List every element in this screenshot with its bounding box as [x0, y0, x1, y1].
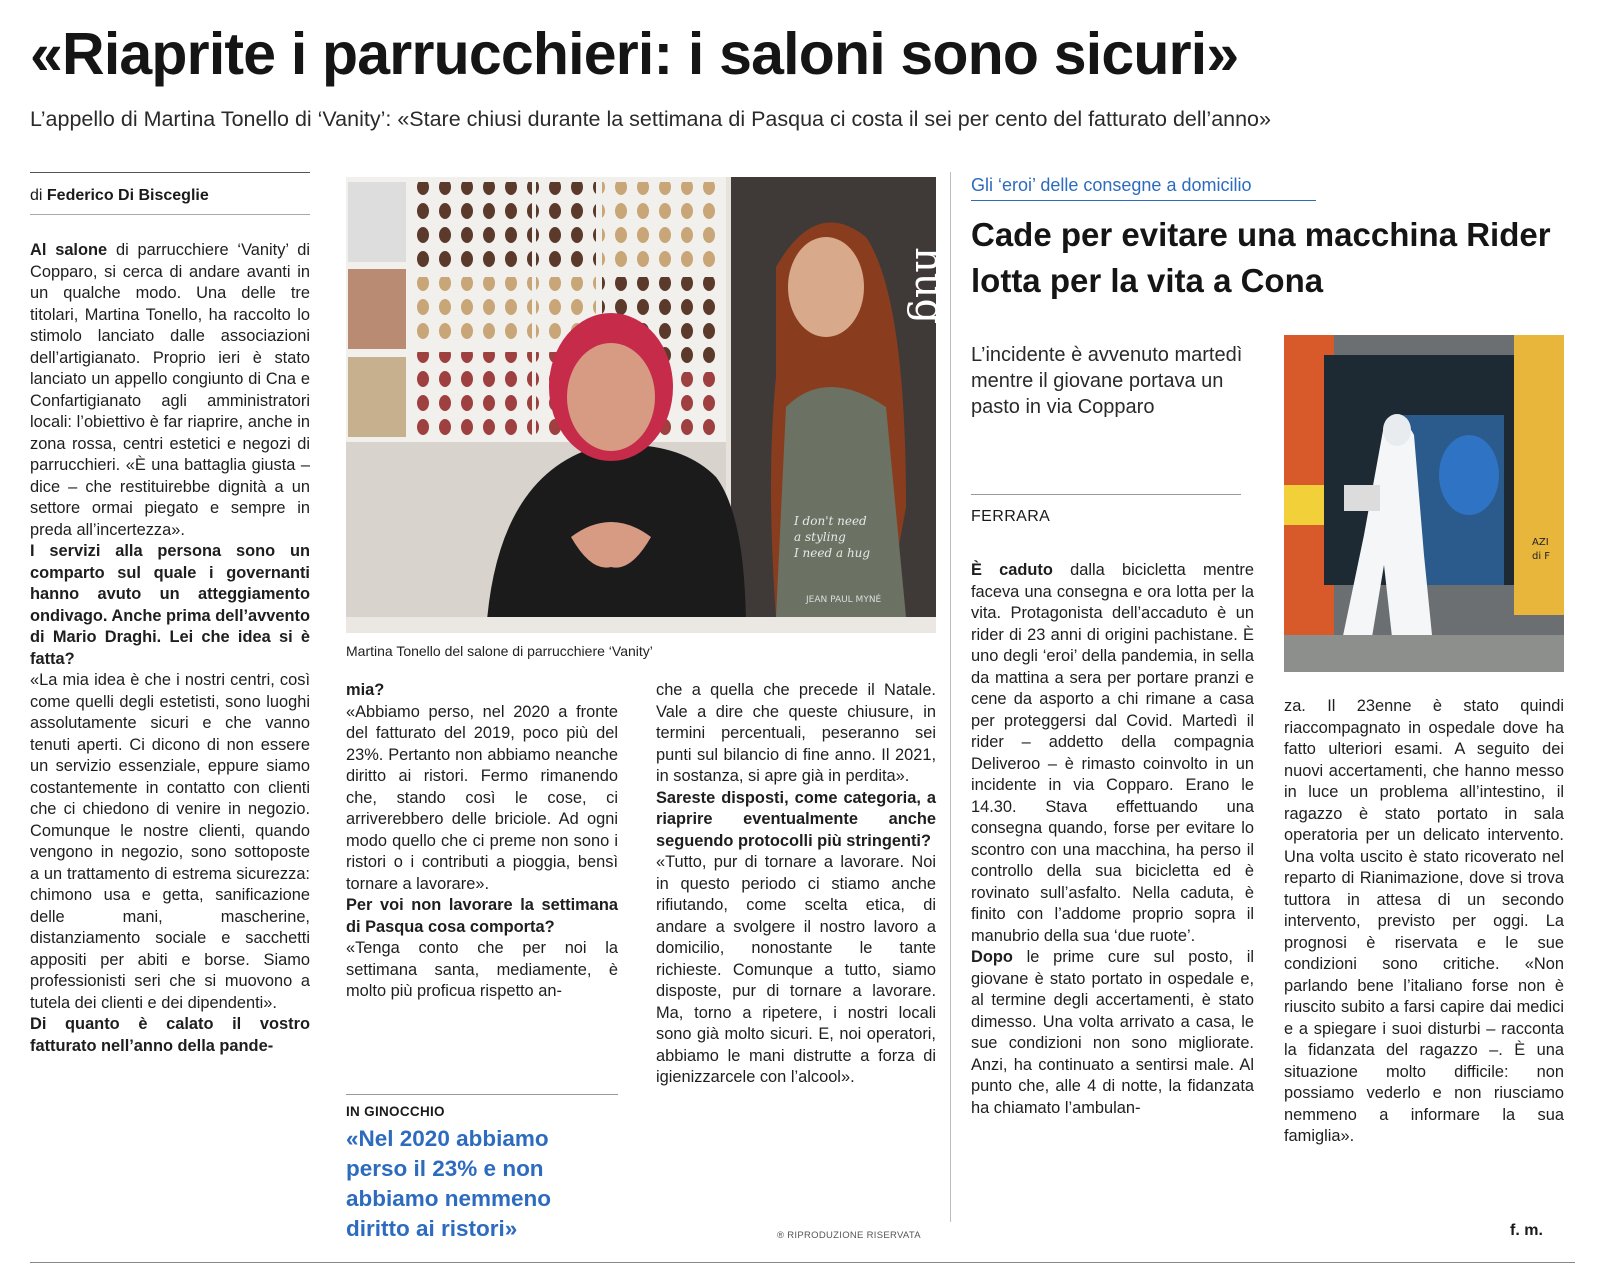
lead-words: Dopo: [971, 948, 1013, 966]
interview-question: I servizi alla persona sono un comparto sul quale i governanti hanno avuto un atteggiamento ondivago. Anche prima dell’avvento di Mario Draghi. Lei che idea si è fatta?: [30, 542, 310, 668]
interview-question-end: mia?: [346, 681, 385, 699]
main-subheadline: L’appello di Martina Tonello di ‘Vanity’: «Stare chiusi durante la settimana di Pasqua ci costa il sei per cento del fatturato dell’anno»: [30, 107, 1271, 131]
interview-question: Di quanto è calato il vostro fatturato nell’anno della pande-: [30, 1015, 310, 1055]
reproduction-note: ® RIPRODUZIONE RISERVATA: [777, 1230, 921, 1241]
lead-words: Al salone: [30, 241, 108, 259]
side-kicker-rule: [971, 200, 1316, 201]
paragraph: le prime cure sul posto, il giovane è stato portato in ospedale e, al termine degli accertamenti, è stato dimesso. Una volta arrivato a casa, le sue condizioni non sono migliorate. Anzi, ha continuato a sentirsi male. Al punto che, alle 4 di notte, la fidanzata ha chiamato l’ambulan-: [971, 948, 1254, 1117]
pullquote-kicker: IN GINOCCHIO: [346, 1104, 445, 1119]
ambulance-photo-illustration: [1284, 335, 1564, 672]
interview-question: Sareste disposti, come categoria, a riaprire eventualmente anche seguendo protocolli più stringenti?: [656, 788, 936, 850]
byline-prefix: di: [30, 187, 43, 204]
salon-photo-illustration: [346, 177, 952, 633]
side-title: Cade per evitare una macchina Rider lotta per la vita a Cona: [971, 216, 1551, 299]
lead-words: È caduto: [971, 561, 1053, 579]
interview-answer: che a quella che precede il Natale. Vale a dire che queste chiusure, in termini percentuali, peseranno sei punti sul bilancio di fine anno. Il 2021, in sostanza, si apre già in perdita».: [656, 681, 936, 785]
main-side-divider: [950, 172, 951, 1222]
pullquote-rule: [346, 1094, 618, 1095]
photo-caption: Martina Tonello del salone di parrucchiere ‘Vanity’: [346, 643, 653, 659]
interview-answer: «Tutto, pur di tornare a lavorare. Noi in questo periodo ci stiamo anche rifiutando, come scelta etica, di andare a svolgere il nostro lavoro a domicilio, nonostante le tante richieste. Comunque a tutto, siamo disposte, pur di tornare a lavorare. Ma, torno a ripetere, i nostri locali sono già molto sicuri. E, noi operatori, abbiamo le mani distrutte a forza di igienizzarcele con l’alcool».: [656, 853, 936, 1086]
paragraph: dalla bicicletta mentre faceva una consegna e ora lotta per la vita. Protagonista dell’accaduto è un rider di 23 anni di origini pachistane. È uno degli ‘eroi’ della pandemia, in sella da mattina a sera per portare pranzi e cene da asporto a chi rimane a casa per proteggersi dal Covid. Martedì il rider – addetto della compagnia Deliveroo – è rimasto coinvolto in un incidente in via Copparo. Erano le 14.30. Stava effettuando una consegna quando, forse per evitare lo scontro con una macchina, ha perso il controllo della sua bicicletta ed è rovinato sull’asfalto. Nella caduta, è finito con l’addome proprio sopra il manubrio della sua ‘due ruote’.: [971, 561, 1254, 945]
main-column-3: [656, 680, 936, 1089]
poster-line-1: I don't need: [794, 514, 867, 528]
interview-answer: «Abbiamo perso, nel 2020 a fronte del fatturato del 2019, poco più del 23%. Pertanto non abbiamo neanche diritto ai ristori. Fermo rimanendo che, stando così le cose, ci arriverebbero delle briciole. Ad ogni modo quello che ci preme non sono i ristori o i contributi a pioggia, bensì tornare a lavorare».: [346, 702, 618, 893]
interview-question: Per voi non lavorare la settimana di Pasqua cosa comporta?: [346, 896, 618, 936]
byline-top-rule: [30, 172, 310, 173]
paragraph: za. Il 23enne è stato quindi riaccompagnato in ospedale dove ha fatto ulteriori esami. A seguito dei nuovi accertamenti, che hanno messo in luce un problema all’intestino, il ragazzo è stato portato in sala operatoria per un delicato intervento. Una volta uscito è stato ricoverato nel reparto di Rianimazione, dove si trova tuttora in attesa di un secondo intervento, previsto per oggi. La prognosi è riservata e le sue condizioni sono critiche. «Non parlando bene l’italiano forse non è riuscito subito a farsi capire dai medici e a spiegare i suoi disturbi – racconta la fidanzata del ragazzo –. È una situazione molto difficile: non possiamo vederlo e non riusciamo nemmeno a informare la sua famiglia».: [1284, 697, 1564, 1145]
salon-photo: [346, 177, 952, 633]
pullquote-text: «Nel 2020 abbiamo perso il 23% e non abbiamo nemmeno diritto ai ristori»: [346, 1126, 552, 1241]
poster-word: hug: [906, 247, 952, 325]
bottom-page-rule: [30, 1262, 1575, 1263]
interview-answer: «Tenga conto che per noi la settimana santa, mediamente, è molto più proficua rispetto an-: [346, 939, 618, 1000]
byline-author: Federico Di Bisceglie: [46, 187, 209, 204]
side-column-2: [1284, 696, 1564, 1148]
poster-brand: JEAN PAUL MYNÉ: [806, 595, 882, 605]
ambulance-text: AZI: [1532, 537, 1549, 548]
byline: [30, 186, 209, 206]
interview-answer: «La mia idea è che i nostri centri, così come quelli degli estetisti, sono luoghi assolutamente sicuri e che vanno tenuti aperti. Ci dicono di non essere un servizio essenziale, eppure siamo costantemente in contatto con clienti che ci chiedono di venire in negozio. Comunque le nostre clienti, quando vengono in negozio, sono sottoposte a un trattamento di estrema sicurezza: chimono usa e getta, sanificazione delle mani, mascherine, distanziamento sociale e sacchetti appositi per abiti e borse. Siamo professionisti seri che si muovono a tutela dei clienti e dei dipendenti».: [30, 671, 310, 1012]
main-headline: «Riaprite i parrucchieri: i saloni sono sicuri»: [30, 21, 1239, 87]
author-initials: f. m.: [1510, 1222, 1543, 1239]
main-column-2: [346, 680, 618, 1003]
side-kicker: Gli ‘eroi’ delle consegne a domicilio: [971, 175, 1252, 195]
byline-bottom-rule: [30, 214, 310, 215]
poster-line-3: I need a hug: [794, 546, 871, 560]
main-column-1: [30, 240, 310, 1057]
poster-line-2: a styling: [794, 530, 846, 544]
ambulance-text-2: di F: [1532, 551, 1551, 562]
paragraph: di parrucchiere ‘Vanity’ di Copparo, si cerca di andare avanti in un qualche modo. Una delle tre titolari, Martina Tonello, ha raccolto lo stimolo lanciato dalle associazioni dell’artigianato. Proprio ieri è stato lanciato un appello congiunto di Cna e Confartigianato agli amministratori locali: l’obiettivo è far riaprire, anche in zona rossa, centri estetici e negozi di parrucchieri. «È una battaglia giusta – dice – che restituirebbe dignità a un settore ormai piegato e sempre in preda all’incertezza».: [30, 241, 311, 539]
side-column-1: [971, 560, 1254, 1119]
ambulance-photo: [1284, 335, 1564, 672]
side-summary: L’incidente è avvenuto martedì mentre il giovane portava un pasto in via Copparo: [971, 344, 1243, 418]
side-dateline: FERRARA: [971, 508, 1051, 525]
side-dateline-rule: [971, 494, 1241, 495]
